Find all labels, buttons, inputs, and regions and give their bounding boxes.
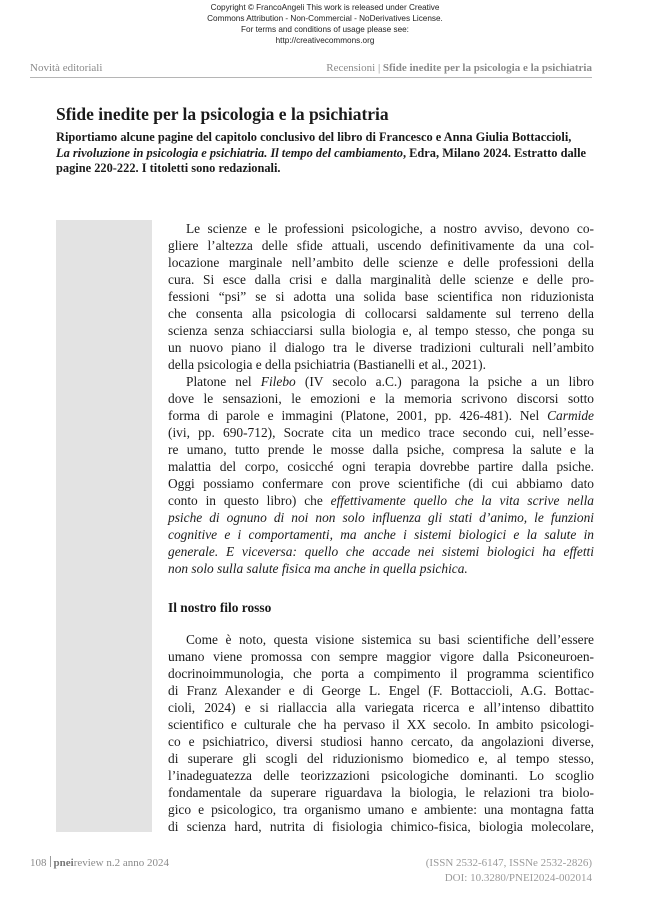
article-title: Sfide inedite per la psicologia e la psichiatria: [56, 104, 389, 124]
section-heading: Il nostro filo rosso: [168, 600, 272, 615]
copyright-line: Commons Attribution - Non-Commercial - NoDerivatives License.: [207, 14, 443, 23]
text-line: cioli, 2024) e si riallaccia alla variegata ricerca e all’intenso dibattito: [168, 700, 594, 715]
journal-name-bold: pnei: [53, 857, 74, 869]
intro-line: Riportiamo alcune pagine del capitolo conclusivo del libro di Francesco e Anna Giulia Bottaccioli,: [56, 130, 572, 144]
journal-issue: review n.2 anno 2024: [73, 857, 169, 869]
text-line: di scienza hard, nutrita di fisiologia chimico-fisica, biologia molecolare,: [168, 819, 594, 834]
text-line: fondamentale da superare riguardava la biologia, le relazioni tra biolo-: [168, 785, 594, 800]
category-label: Recensioni: [326, 62, 376, 74]
paragraph-2: [168, 373, 594, 577]
text-line: fessioni “psi” se si adotta una solida base scientifica non riduzionista: [168, 289, 594, 304]
text-line: gico e psicologico, tra organismo umano e ambiente: una montagna fatta: [168, 802, 594, 817]
text-line: scienza senza schiacciarsi sulla biologia e, al tempo stesso, che ponga su: [168, 323, 594, 338]
copyright-link[interactable]: http://creativecommons.org: [275, 36, 375, 45]
text-line: l’inadeguatezza delle teorizzazioni psicologiche dominanti. Lo scoglio: [168, 768, 594, 783]
text-line: psiche di ognuno di noi non solo influenza gli stati d’animo, le funzioni: [168, 510, 594, 525]
text-line: scientifico e culturale che ha pervaso il XX secolo. In ambito psicologi-: [168, 717, 594, 732]
text-line: locazione marginale nell’ambito delle scienze e delle professioni della: [168, 255, 594, 270]
footer-divider: [50, 856, 51, 867]
paragraph-1: [168, 220, 594, 373]
section-label: Novità editoriali: [30, 62, 103, 74]
page-number: 108: [30, 857, 47, 869]
intro-line: La rivoluzione in psicologia e psichiatria. Il tempo del cambiamento, Edra, Milano 2024. Estratto dalle: [56, 145, 587, 160]
margin-sidebar: [56, 220, 152, 832]
text-line: Platone nel Filebo (IV secolo a.C.) paragona la psiche a un libro: [186, 374, 594, 389]
text-line: conto in questo libro) che effettivamente quello che la vita scrive nella: [168, 493, 595, 508]
text-line: non solo sulla salute fisica ma anche in quella psichica.: [168, 561, 468, 576]
text-line: docrinoimmunologia, che porta a compimento il programma scientifico: [168, 666, 594, 681]
text-line: Oggi possiamo confermare con prove scientifiche (di cui abbiamo dato: [168, 476, 594, 491]
running-title: Sfide inedite per la psicologia e la psichiatria: [382, 62, 592, 74]
text-line: malattia del corpo, cosicché ogni terapia dovrebbe partire dalla psiche.: [168, 459, 594, 474]
copyright-line: For terms and conditions of usage please see:: [241, 25, 409, 34]
text-line: di superare gli scogli del riduzionismo biomedico e, al tempo stesso,: [168, 751, 594, 766]
text-line: gliere l’altezza delle sfide attuali, uscendo definitivamente da una col-: [168, 238, 594, 253]
text-line: generale. E viceversa: quello che accade nei sistemi biologici ha effetti: [168, 544, 594, 559]
text-line: dove le sensazioni, le emozioni e la memoria scrivono discorsi sotto: [168, 391, 594, 406]
page-footer-right: [426, 856, 592, 886]
copyright-notice: [0, 2, 650, 46]
page-footer-left: [30, 856, 169, 869]
text-line: forma di parole e immagini (Platone, 2001, pp. 426-481). Nel Carmide: [168, 408, 594, 423]
paragraph-3: [168, 631, 594, 835]
text-line: re umano, tutto prende le mosse dalla psiche, compresa la salute e la: [168, 442, 594, 457]
doi-label[interactable]: DOI: 10.3280/PNEI2024-002014: [444, 872, 592, 884]
issn-label: (ISSN 2532-6147, ISSNe 2532-2826): [425, 857, 592, 869]
running-header: Recensioni | Sfide inedite per la psicologia e la psichiatria: [326, 62, 592, 74]
text-line: Le scienze e le professioni psicologiche, a nostro avviso, devono co-: [186, 221, 594, 236]
article-intro: [56, 130, 596, 177]
text-line: di Franz Alexander e di George L. Engel (F. Bottaccioli, A.G. Bottac-: [168, 683, 594, 698]
book-title: La rivoluzione in psicologia e psichiatria. Il tempo del cambiamento: [56, 145, 403, 160]
text-line: Come è noto, questa visione sistemica su basi scientifiche dell’essere: [186, 632, 594, 647]
text-line: (ivi, pp. 690-712), Socrate cita un medico trace secondo cui, nell’esse-: [168, 425, 594, 440]
text-line: che consenta alla psicologia di collocarsi saldamente sul terreno della: [168, 306, 594, 321]
text-line: co e psichiatrico, diversi studiosi hanno cercato, da angolazioni diverse,: [168, 734, 594, 749]
text-line: umano viene promossa con sempre maggior vigore dalla Psiconeuroen-: [168, 649, 594, 664]
text-line: un nuovo piano il dialogo tra le diverse tradizioni culturali nell’ambito: [168, 340, 594, 355]
copyright-line: Copyright © FrancoAngeli This work is released under Creative: [210, 3, 440, 12]
text-line: cognitive e i comportamenti, ma anche i sistemi biologici e la salute in: [168, 527, 594, 542]
text-line: cura. Si esce dalla crisi e dalla marginalità delle scienze e delle pro-: [168, 272, 594, 287]
header-divider: [30, 77, 592, 78]
text-line: della psicologia e della psichiatria (Bastianelli et al., 2021).: [168, 357, 486, 372]
intro-line: pagine 220-222. I titoletti sono redazionali.: [56, 161, 281, 175]
